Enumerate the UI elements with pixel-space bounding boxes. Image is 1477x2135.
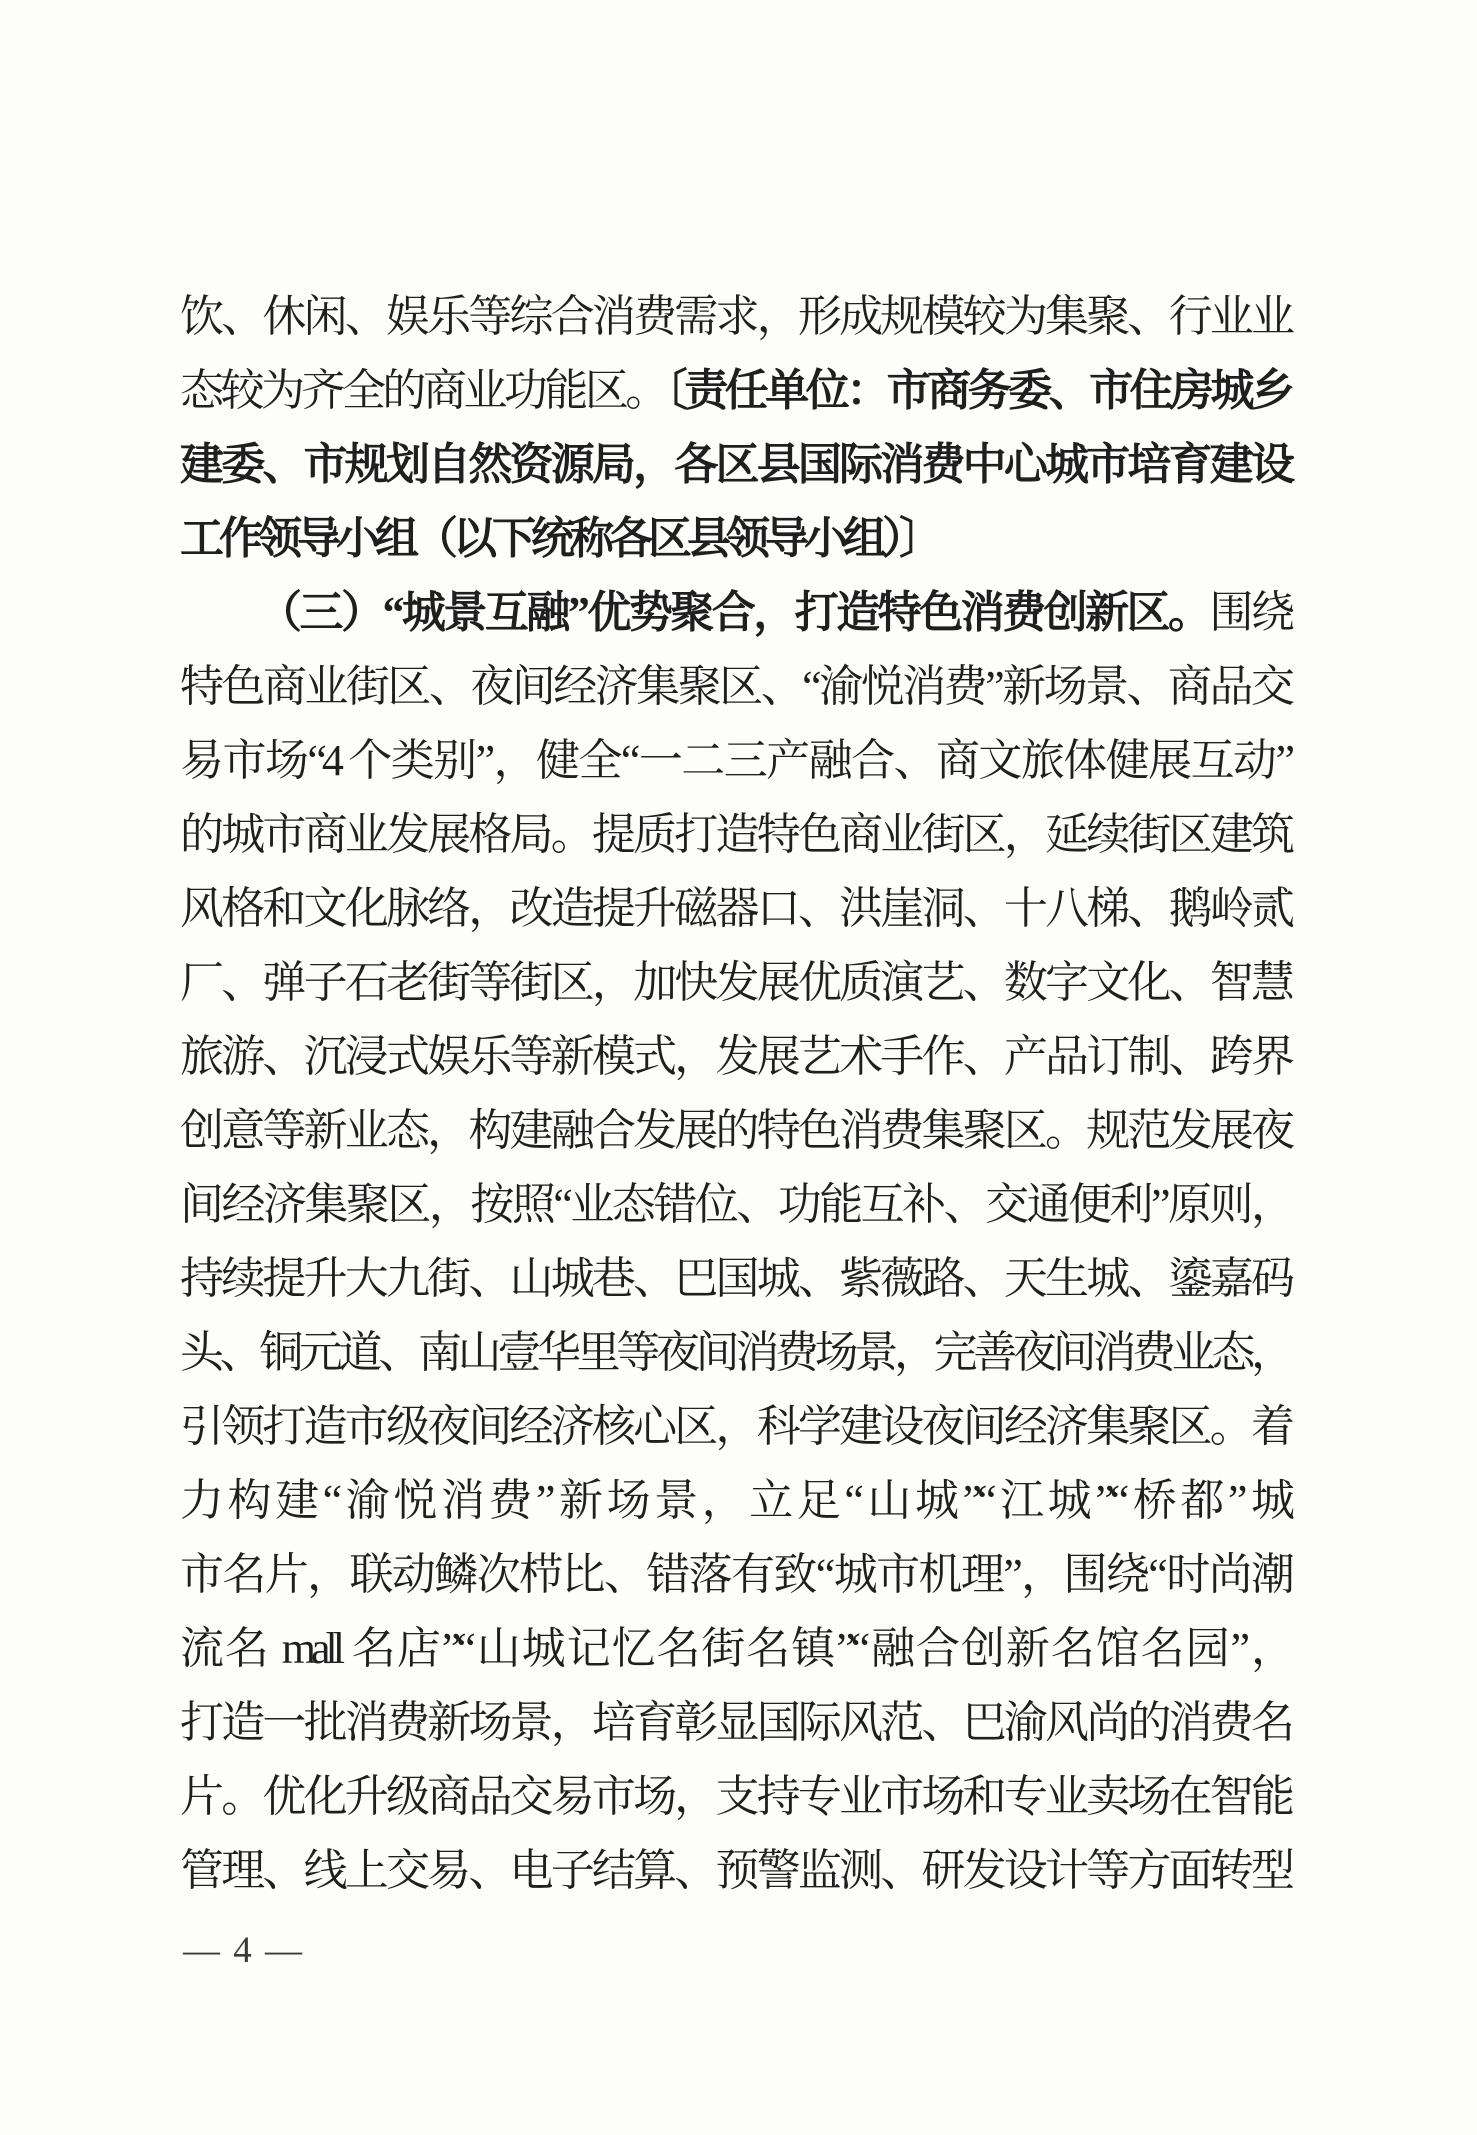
text-run: 饮、休闲、娱乐等综合消费需求，形成规模较为集聚、行业业: [180, 292, 1290, 341]
text-run: 市名片，联动鳞次栉比、错落有致“城市机理”，围绕“时尚潮: [180, 1550, 1290, 1599]
document-body: [180, 280, 1290, 1908]
text-line-6: [180, 650, 1290, 724]
text-line-1: [180, 280, 1290, 354]
text-line-18: [180, 1538, 1290, 1612]
text-run: 间经济集聚区，按照“业态错位、功能互补、交通便利”原则，: [180, 1180, 1290, 1229]
text-line-14: [180, 1242, 1290, 1316]
text-line-19: [180, 1612, 1290, 1686]
text-line-3: [180, 428, 1290, 502]
text-run: 管理、线上交易、电子结算、预警监测、研发设计等方面转型: [180, 1846, 1290, 1895]
text-run: 打造一批消费新场景，培育彰显国际风范、巴渝风尚的消费名: [180, 1698, 1290, 1747]
text-line-13: [180, 1168, 1290, 1242]
text-line-11: [180, 1020, 1290, 1094]
text-run: 持续提升大九街、山城巷、巴国城、紫薇路、天生城、鎏嘉码: [180, 1254, 1290, 1303]
text-line-22: [180, 1834, 1290, 1908]
text-line-9: [180, 872, 1290, 946]
text-line-5: [180, 576, 1290, 650]
text-run: 风格和文化脉络，改造提升磁器口、洪崖洞、十八梯、鹅岭贰: [180, 884, 1290, 933]
emphasis-text-run: 〔责任单位：市商务委、市住房城乡: [665, 366, 1291, 415]
text-run: 厂、弹子石老街等街区，加快发展优质演艺、数字文化、智慧: [180, 958, 1290, 1007]
text-run: 流名 mall 名店”“山城记忆名街名镇”“融合创新名馆名园”，: [180, 1624, 1290, 1673]
text-line-4: [180, 502, 1290, 576]
emphasis-text-run: （三）“城景互融”优势聚合，打造特色消费创新区。: [258, 588, 1210, 637]
text-run: 围绕: [1209, 588, 1291, 637]
page-number: — 4 —: [183, 1930, 304, 1971]
text-line-17: [180, 1464, 1290, 1538]
text-line-20: [180, 1686, 1290, 1760]
text-line-7: [180, 724, 1290, 798]
text-run: 易市场“4 个类别”，健全“一二三产融合、商文旅体健展互动”: [180, 736, 1290, 785]
text-run: 旅游、沉浸式娱乐等新模式，发展艺术手作、产品订制、跨界: [180, 1032, 1290, 1081]
text-line-21: [180, 1760, 1290, 1834]
text-run: 力构建“渝悦消费”新场景，立足“山城”“江城”“桥都”城: [180, 1476, 1290, 1525]
text-line-15: [180, 1316, 1290, 1390]
text-run: 态较为齐全的商业功能区。: [180, 366, 666, 415]
text-run: 创意等新业态，构建融合发展的特色消费集聚区。规范发展夜: [180, 1106, 1290, 1155]
text-run: 特色商业街区、夜间经济集聚区、“渝悦消费”新场景、商品交: [180, 662, 1290, 711]
text-run: 片。优化升级商品交易市场，支持专业市场和专业卖场在智能: [180, 1772, 1290, 1821]
text-line-2: [180, 354, 1290, 428]
text-line-16: [180, 1390, 1290, 1464]
text-run: 头、铜元道、南山壹华里等夜间消费场景，完善夜间消费业态，: [180, 1328, 1290, 1377]
emphasis-text-run: 建委、市规划自然资源局，各区县国际消费中心城市培育建设: [180, 440, 1290, 489]
text-line-12: [180, 1094, 1290, 1168]
text-line-10: [180, 946, 1290, 1020]
text-run: 引领打造市级夜间经济核心区，科学建设夜间经济集聚区。着: [180, 1402, 1290, 1451]
emphasis-text-run: 工作领导小组（以下统称各区县领导小组）〕: [180, 514, 938, 563]
text-line-8: [180, 798, 1290, 872]
text-run: 的城市商业发展格局。提质打造特色商业街区，延续街区建筑: [180, 810, 1290, 859]
